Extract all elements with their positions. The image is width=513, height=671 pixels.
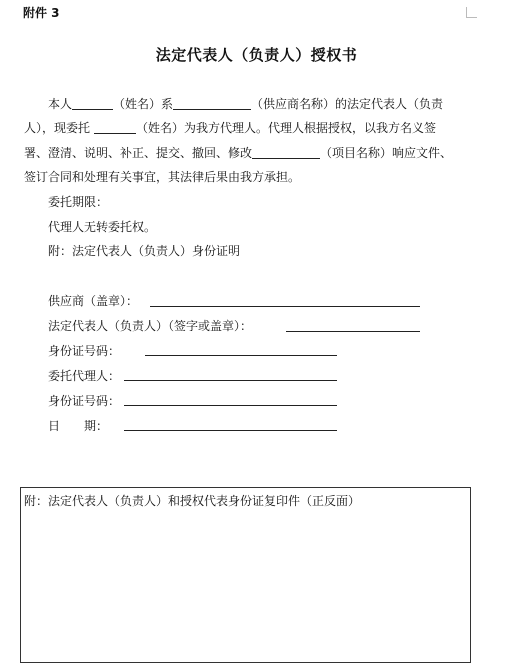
agent-line[interactable] bbox=[124, 380, 337, 381]
date-line[interactable] bbox=[124, 430, 337, 431]
supplier-seal-label: 供应商（盖章）： bbox=[48, 294, 139, 308]
body-text: （姓名）为我方代理人。代理人根据授权，以我方名义签 bbox=[136, 121, 437, 135]
attachment-box-label: 附：法定代表人（负责人）和授权代表身份证复印件（正反面） bbox=[24, 494, 361, 508]
legal-rep-sign-label: 法定代表人（负责人）（签字或盖章）： bbox=[48, 319, 253, 333]
legal-rep-sign-line[interactable] bbox=[286, 331, 420, 332]
body-line-3 bbox=[24, 144, 476, 161]
agent-label: 委托代理人： bbox=[48, 369, 121, 383]
document-title: 法定代表人（负责人）授权书 bbox=[155, 46, 358, 64]
body-line-1 bbox=[24, 95, 476, 112]
attachment-note: 附：法定代表人（负责人）身份证明 bbox=[48, 244, 241, 258]
project-name-blank[interactable] bbox=[252, 146, 320, 159]
body-line-4: 签订合同和处理有关事宜，其法律后果由我方承担。 bbox=[24, 170, 301, 184]
body-text: （姓名）系 bbox=[113, 97, 174, 111]
id-copy-attachment-box[interactable] bbox=[20, 487, 471, 663]
date-label: 日 期： bbox=[48, 419, 109, 433]
annex-label: 附件 3 bbox=[23, 6, 60, 20]
id-number-line[interactable] bbox=[145, 355, 337, 356]
name-blank[interactable] bbox=[72, 97, 113, 110]
agent-id-number-line[interactable] bbox=[124, 405, 337, 406]
agent-name-blank[interactable] bbox=[94, 121, 136, 134]
id-number-label: 身份证号码： bbox=[48, 344, 121, 358]
supplier-seal-line[interactable] bbox=[150, 306, 420, 307]
body-line-2 bbox=[24, 119, 476, 136]
body-text: （供应商名称）的法定代表人（负责 bbox=[251, 97, 444, 111]
body-text: 本人 bbox=[48, 97, 73, 111]
body-text: 人），现委托 bbox=[24, 121, 91, 135]
page-corner-mark bbox=[466, 7, 477, 18]
agent-id-number-label: 身份证号码： bbox=[48, 394, 121, 408]
body-text: 署、澄清、说明、补正、提交、撤回、修改 bbox=[24, 146, 253, 160]
body-text: （项目名称）响应文件、 bbox=[320, 146, 453, 160]
supplier-name-blank[interactable] bbox=[173, 97, 251, 110]
no-subdelegation-note: 代理人无转委托权。 bbox=[48, 220, 157, 234]
term-label: 委托期限： bbox=[48, 195, 109, 209]
